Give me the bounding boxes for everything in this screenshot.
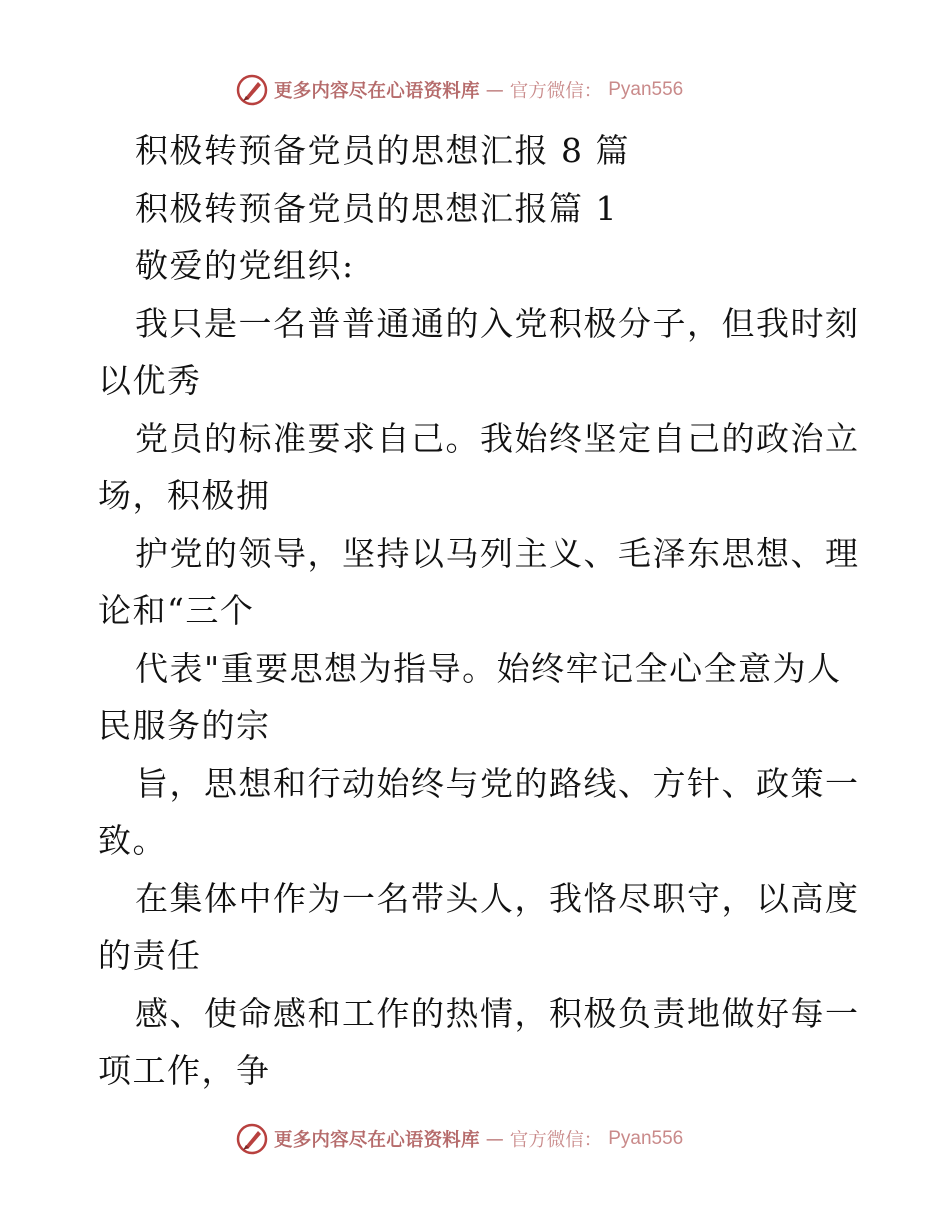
paragraph-line: 党员的标准要求自己。我始终坚定自己的政治立 [135, 418, 860, 458]
quill-logo-icon [236, 74, 268, 106]
watermark-wechat-id: Pyan556 [608, 79, 684, 100]
document-title: 积极转预备党员的思想汇报 8 篇 [135, 131, 630, 170]
paragraph-line: 在集体中作为一名带头人，我恪尽职守，以高度 [135, 878, 860, 918]
paragraph-line: 民服务的宗 [98, 706, 271, 745]
paragraph-line: 旨，思想和行动始终与党的路线、方针、政策一 [135, 763, 860, 803]
footer-watermark [236, 1121, 683, 1157]
paragraph-line: 的责任 [98, 936, 202, 975]
paragraph-line: 论和“三个 [98, 591, 255, 630]
paragraph-line: 我只是一名普普通通的入党积极分子，但我时刻 [135, 303, 860, 343]
section-heading: 积极转预备党员的思想汇报篇 1 [135, 188, 618, 228]
paragraph-line: 场，积极拥 [98, 476, 271, 515]
quill-logo-icon [236, 1123, 268, 1155]
header-watermark [236, 72, 683, 108]
paragraph-line: 代表"重要思想为指导。始终牢记全心全意为人 [135, 648, 842, 688]
watermark-site-text: 更多内容尽在心语资料库 [274, 1130, 480, 1151]
watermark-site-text: 更多内容尽在心语资料库 [274, 81, 480, 102]
salutation: 敬爱的党组织: [135, 246, 355, 285]
watermark-wechat-id: Pyan556 [608, 1128, 684, 1149]
watermark-separator: — [485, 1128, 504, 1150]
paragraph-line: 以优秀 [98, 361, 202, 400]
paragraph-line: 致。 [98, 821, 167, 860]
paragraph-line: 护党的领导，坚持以马列主义、毛泽东思想、理 [135, 533, 860, 573]
paragraph-line: 感、使命感和工作的热情，积极负责地做好每一 [135, 993, 860, 1033]
document-body [98, 122, 858, 1100]
paragraph-line: 项工作，争 [98, 1051, 271, 1090]
watermark-wechat-label: 官方微信： [509, 1130, 603, 1151]
watermark-wechat-label: 官方微信： [509, 81, 603, 102]
watermark-separator: — [485, 79, 504, 101]
